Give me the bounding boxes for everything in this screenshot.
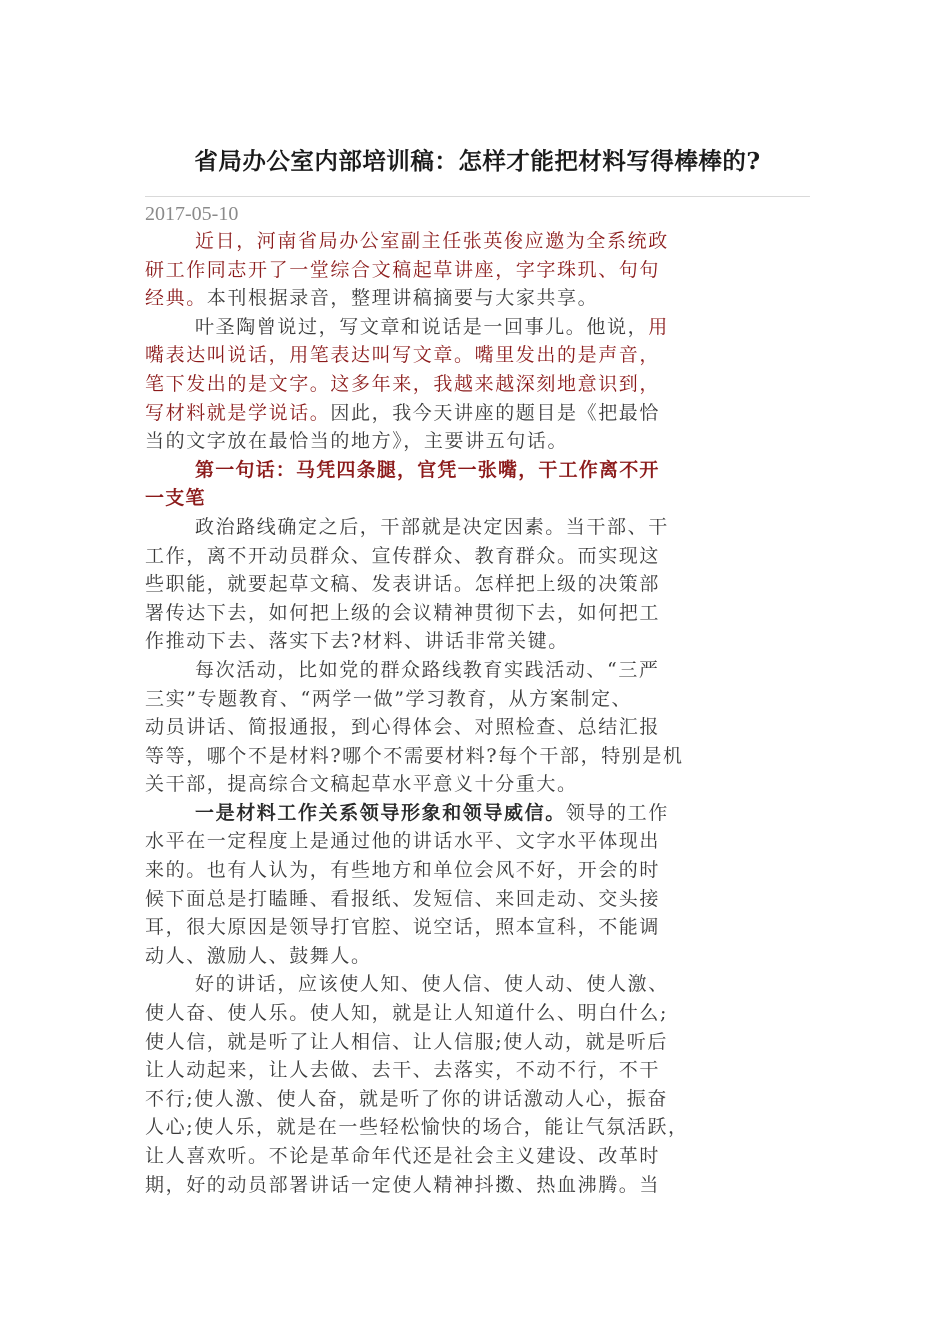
intro-highlight: 近日，河南省局办公室副主任张英俊应邀为全系统政 研工作同志开了一堂综合文稿起草讲座，字字珠玑、句句 经典。: [145, 230, 669, 310]
paragraph-2-highlight: 用 嘴表达叫说话，用笔表达叫写文章。嘴里发出的是声音， 笔下发出的是文字。这多年来，我越来越深刻地意识到， 写材料就是学说话。: [145, 315, 669, 424]
intro-paragraph: [145, 227, 810, 313]
paragraph-2: [145, 313, 810, 456]
paragraph-5-bold-lead: 一是材料工作关系领导形象和领导威信。: [195, 801, 566, 824]
article-page: [145, 130, 810, 1199]
paragraph-5-text: 领导的工作 水平在一定程度上是通过他的讲话水平、文字水平体现出 来的。也有人认为，有些地方和单位会风不好，开会的时 候下面总是打瞌睡、看报纸、发短信、来回走动、交头接 耳，很大原因是领导打官腔、说空话，照本宣科，不能调 动人、激励人、鼓舞人。: [145, 801, 669, 967]
paragraph-6: 好的讲话，应该使人知、使人信、使人动、使人激、 使人奋、使人乐。使人知，就是让人知道什么、明白什么; 使人信，就是听了让人相信、让人信服;使人动，就是听后 让人动起来，让人去做、去干、去落实，不动不行，不干 不行;使人激、使人奋，就是听了你的讲话激动人心，振奋 人心;使人乐，就是在一些轻松愉快的场合，能让气氛活跃， 让人喜欢听。不论是革命年代还是社会主义建设、改革时 期，好的动员部署讲话一定使人精神抖擞、热血沸腾。当: [145, 973, 689, 1196]
title-divider: [145, 196, 810, 197]
paragraph-5: [145, 799, 810, 971]
article-title: 省局办公室内部培训稿：怎样才能把材料写得棒棒的?: [194, 147, 761, 175]
paragraph-4: 每次活动，比如党的群众路线教育实践活动、“三严 三实”专题教育、“两学一做”学习教育，从方案制定、 动员讲话、简报通报，到心得体会、对照检查、总结汇报 等等，哪个不是材料?哪个不需要材料?每个干部，特别是机 关干部，提高综合文稿起草水平意义十分重大。: [145, 658, 684, 796]
paragraph-2-tail: 因此，我今天讲座的题目是《把最恰 当的文字放在最恰当的地方》，主要讲五句话。: [145, 401, 661, 453]
publish-date: 2017-05-10: [145, 203, 239, 225]
paragraph-3: 政治路线确定之后，干部就是决定因素。当干部、干 工作，离不开动员群众、宣传群众、教育群众。而实现这 些职能，就要起草文稿、发表讲话。怎样把上级的决策部 署传达下去，如何把上级的会议精神贯彻下去，如何把工 作推动下去、落实下去?材料、讲话非常关键。: [145, 515, 669, 653]
section-heading-1: 第一句话：马凭四条腿，官凭一张嘴，干工作离不开 一支笔: [145, 458, 660, 510]
paragraph-2-lead: 叶圣陶曾说过，写文章和说话是一回事儿。他说，: [195, 315, 649, 338]
intro-text: 本刊根据录音，整理讲稿摘要与大家共享。: [206, 287, 599, 310]
